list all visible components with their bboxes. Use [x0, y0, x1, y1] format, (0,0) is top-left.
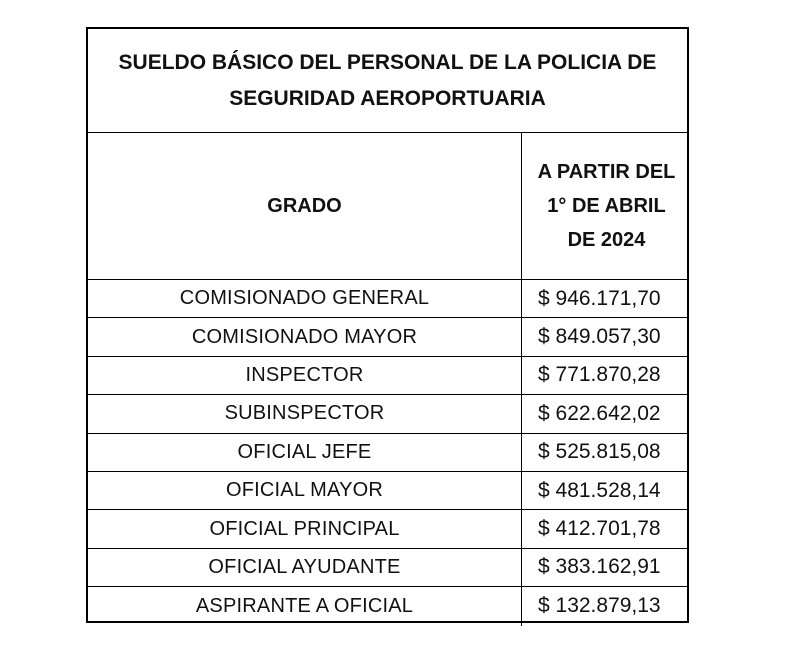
table-row [88, 357, 687, 395]
table-body [88, 280, 687, 626]
table-row [88, 510, 687, 548]
monto-cell: $ 412.701,78 [538, 517, 661, 541]
grado-cell: SUBINSPECTOR [88, 395, 522, 432]
header-monto-line-2: 1° DE ABRIL [547, 195, 666, 217]
table-header [88, 133, 687, 280]
grado-cell: OFICIAL MAYOR [88, 472, 522, 509]
header-monto-line-3: DE 2024 [567, 229, 646, 251]
title-line-1: SUELDO BÁSICO DEL PERSONAL DE LA POLICIA DE [118, 50, 657, 74]
table-title [88, 29, 687, 133]
salary-table [86, 27, 689, 623]
monto-cell: $ 525.815,08 [538, 440, 661, 464]
table-row [88, 280, 687, 318]
header-monto-line-1: A PARTIR DEL [537, 161, 676, 183]
monto-cell: $ 622.642,02 [538, 401, 661, 425]
grado-cell: OFICIAL JEFE [88, 434, 522, 471]
monto-cell: $ 771.870,28 [538, 363, 661, 387]
monto-cell: $ 481.528,14 [538, 478, 661, 502]
grado-cell: OFICIAL PRINCIPAL [88, 510, 522, 547]
grado-cell: INSPECTOR [88, 357, 522, 394]
title-line-2: SEGURIDAD AEROPORTUARIA [229, 86, 546, 110]
table-row [88, 587, 687, 625]
header-monto [522, 133, 687, 279]
grado-cell: COMISIONADO GENERAL [88, 280, 522, 317]
grado-cell: COMISIONADO MAYOR [88, 318, 522, 355]
monto-cell: $ 946.171,70 [538, 286, 661, 310]
table-row [88, 472, 687, 510]
table-row [88, 395, 687, 433]
monto-cell: $ 132.879,13 [538, 594, 661, 618]
monto-cell: $ 383.162,91 [538, 555, 661, 579]
table-row [88, 549, 687, 587]
table-row [88, 318, 687, 356]
monto-cell: $ 849.057,30 [538, 325, 661, 349]
table-row [88, 434, 687, 472]
grado-cell: OFICIAL AYUDANTE [88, 549, 522, 586]
grado-cell: ASPIRANTE A OFICIAL [88, 587, 522, 625]
header-grado: GRADO [88, 133, 522, 279]
